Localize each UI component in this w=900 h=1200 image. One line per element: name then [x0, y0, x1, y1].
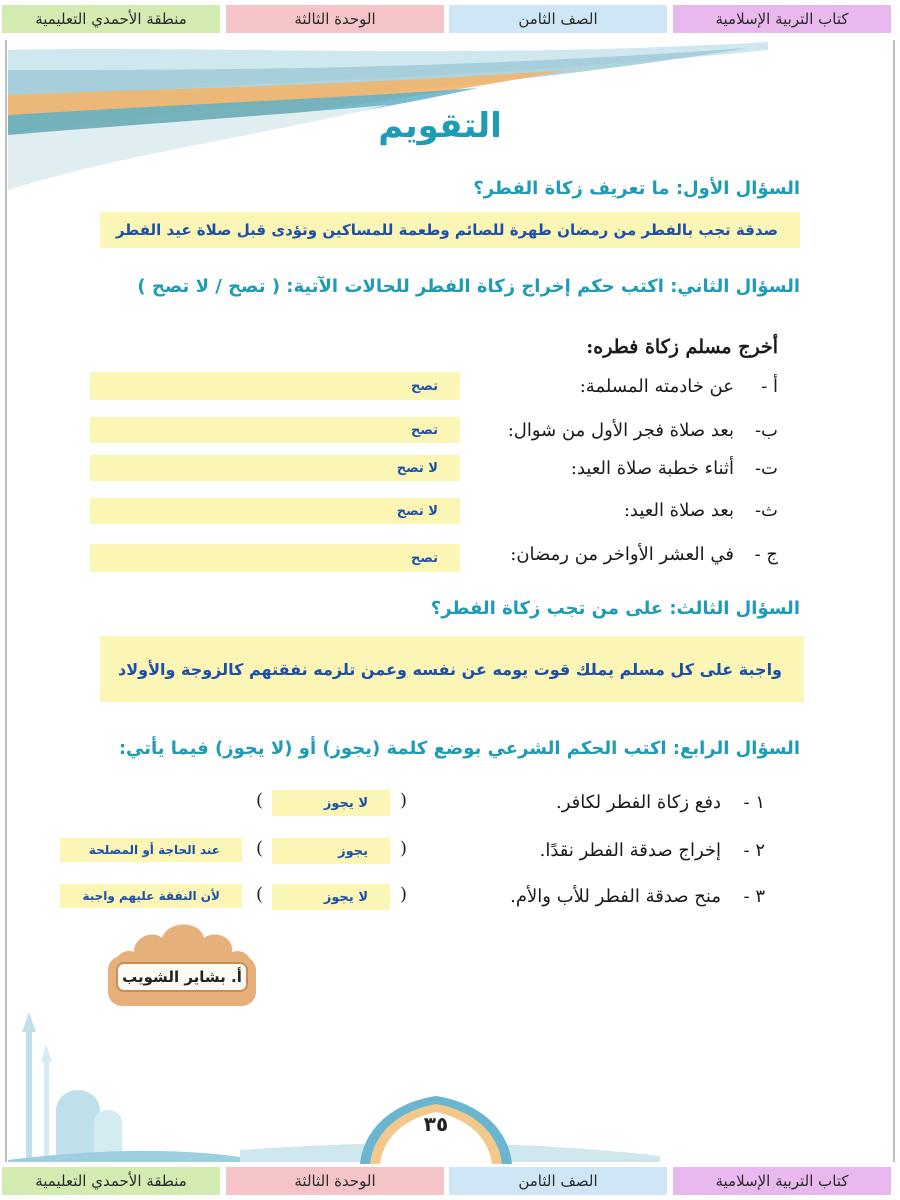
footer-unit: الوحدة الثالثة — [226, 1167, 444, 1195]
question-2-title: السؤال الثاني: اكتب حكم إخراج زكاة الفطر للحالات الآتية: ( تصح / لا تصح ) — [137, 276, 800, 297]
question-4-item — [510, 886, 765, 907]
header-book: كتاب التربية الإسلامية — [673, 5, 891, 33]
item-letter: ج - — [754, 544, 778, 565]
question-4-note: لأن النفقة عليهم واجبة — [60, 884, 242, 908]
item-number: ٢ - — [743, 840, 765, 861]
item-text: أثناء خطبة صلاة العيد: — [570, 458, 734, 479]
item-number: ٣ - — [743, 886, 765, 907]
author-badge: أ. بشاير الشويب — [116, 962, 248, 992]
header-region: منطقة الأحمدي التعليمية — [2, 5, 220, 33]
item-text: في العشر الأواخر من رمضان: — [510, 544, 734, 565]
item-letter: ت- — [754, 458, 778, 479]
mosque-silhouette-decoration — [8, 1010, 268, 1162]
footer-grade: الصف الثامن — [449, 1167, 667, 1195]
item-text: إخراج صدقة الفطر نقدًا. — [539, 840, 721, 861]
item-letter: ث- — [754, 500, 778, 521]
page-title: التقويم — [378, 106, 502, 146]
item-letter: ب- — [754, 420, 778, 441]
question-2-answer: تصح — [90, 417, 460, 443]
question-4-item — [540, 840, 765, 861]
question-2-answer: لا تصح — [90, 498, 460, 524]
open-paren: ( — [400, 838, 408, 859]
question-2-answer: تصح — [90, 544, 460, 572]
close-paren: ) — [256, 790, 264, 811]
item-text: منح صدقة الفطر للأب والأم. — [510, 886, 721, 907]
question-1-answer: صدقة تجب بالفطر من رمضان طهرة للصائم وطعمة للمساكين وتؤدى قبل صلاة عيد الفطر — [100, 212, 800, 248]
close-paren: ) — [256, 884, 264, 905]
author-cloud-decoration — [104, 912, 260, 1008]
header-unit: الوحدة الثالثة — [226, 5, 444, 33]
question-4-title: السؤال الرابع: اكتب الحكم الشرعي بوضع كلمة (يجوز) أو (لا يجوز) فيما يأتي: — [118, 738, 800, 759]
question-4-item — [556, 792, 765, 813]
question-4-note: عند الحاجة أو المصلحة — [60, 838, 242, 862]
question-2-item — [580, 376, 778, 397]
question-2-item — [508, 420, 778, 441]
page-number: ٣٥ — [423, 1112, 449, 1136]
footer-book: كتاب التربية الإسلامية — [673, 1167, 891, 1195]
question-2-item — [571, 458, 778, 479]
header-grade: الصف الثامن — [449, 5, 667, 33]
open-paren: ( — [400, 790, 408, 811]
question-4-answer: لا يجوز — [272, 884, 390, 910]
question-1-title: السؤال الأول: ما تعريف زكاة الفطر؟ — [473, 178, 800, 199]
item-text: بعد صلاة العيد: — [623, 500, 734, 521]
question-4-answer: يجوز — [272, 838, 390, 864]
open-paren: ( — [400, 884, 408, 905]
question-2-item — [510, 544, 778, 565]
item-text: بعد صلاة فجر الأول من شوال: — [507, 420, 734, 441]
question-2-item — [624, 500, 778, 521]
question-4-answer: لا يجوز — [272, 790, 390, 816]
question-3-answer: واجبة على كل مسلم يملك قوت يومه عن نفسه وعمن تلزمه نفقتهم كالزوجة والأولاد — [100, 636, 804, 702]
item-letter: أ - — [761, 376, 778, 397]
question-2-answer: تصح — [90, 372, 460, 400]
question-2-intro: أخرج مسلم زكاة فطره: — [586, 336, 778, 358]
question-2-answer: لا تصح — [90, 455, 460, 481]
item-number: ١ - — [743, 792, 765, 813]
question-3-title: السؤال الثالث: على من تجب زكاة الفطر؟ — [430, 598, 800, 619]
close-paren: ) — [256, 838, 264, 859]
item-text: عن خادمته المسلمة: — [579, 376, 734, 397]
footer-region: منطقة الأحمدي التعليمية — [2, 1167, 220, 1195]
item-text: دفع زكاة الفطر لكافر. — [556, 792, 721, 813]
